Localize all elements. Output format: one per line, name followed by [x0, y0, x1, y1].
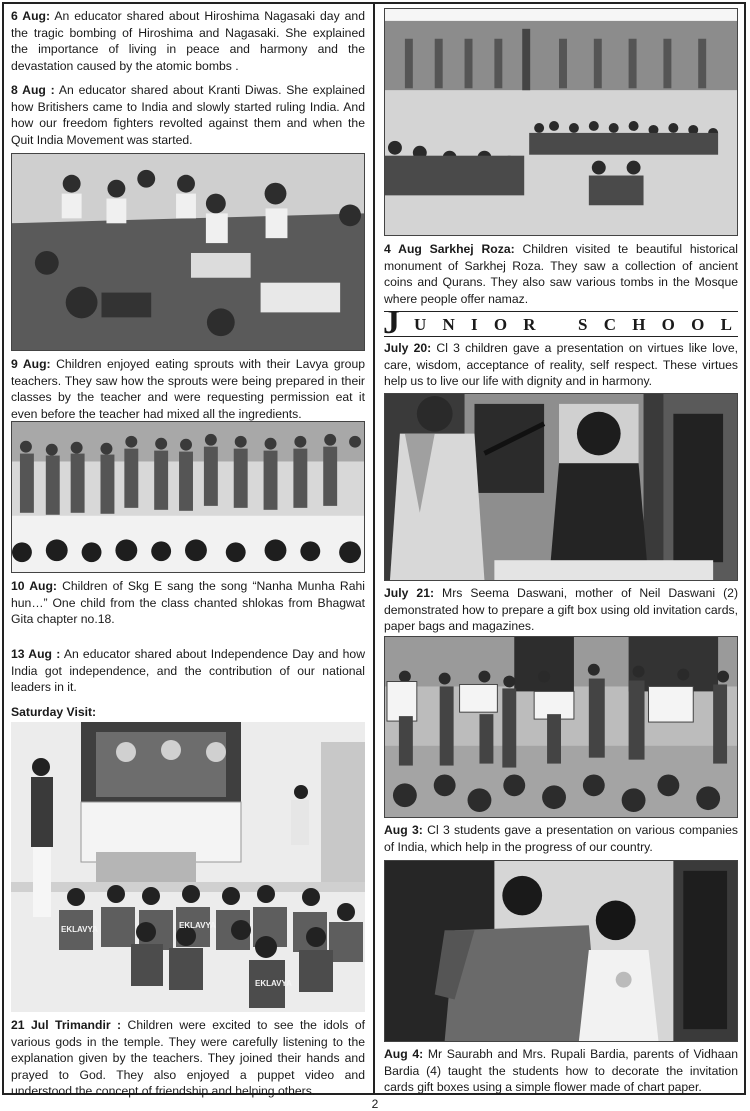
para-date: 8 Aug : [11, 83, 55, 97]
para-saturday-visit [11, 704, 365, 721]
para-date: 6 Aug: [11, 9, 51, 23]
para-text: Mrs Seema Daswani, mother of Neil Daswani (2) demonstrated how to prepare a gift box using old invitation cards, paper bags and magazines. [384, 586, 738, 634]
shirt-text: EKLAVYA [179, 921, 216, 930]
para-text: Children of Skg E sang the song “Nanha Munha Rahi hun…” One child from the class chanted shlokas from Bhagwat Gita chapter no.18. [11, 579, 365, 627]
shirt-text: EKLAVYA [61, 925, 98, 934]
para-text: Mr Saurabh and Mrs. Rupali Bardia, parents of Vidhaan Bardia (4) taught the students how to decorate the invitation cards gift boxes using a simple flower made of chart paper. [384, 1047, 738, 1095]
para-date: 9 Aug: [11, 357, 51, 371]
heading-letter: O [493, 315, 508, 334]
para-date: Aug 4: [384, 1047, 424, 1061]
para-july20 [384, 340, 738, 390]
heading-letter: N [442, 315, 455, 334]
heading-initial: J [383, 304, 400, 341]
para-date: 4 Aug Sarkhej Roza: [384, 242, 515, 256]
heading-letter: R [523, 315, 536, 334]
para-8aug [11, 82, 365, 148]
photo-trimandir-temple [11, 722, 365, 1012]
heading-letter: U [414, 315, 427, 334]
para-21jul [11, 1017, 365, 1100]
page-number: 2 [371, 1097, 379, 1111]
para-date: Aug 3: [384, 823, 423, 837]
photo-gift-box-demo [384, 393, 738, 581]
photo-parents-activity [384, 860, 738, 1042]
para-date: 13 Aug : [11, 647, 61, 661]
para-10aug [11, 578, 365, 628]
para-date: 10 Aug: [11, 579, 57, 593]
para-text: Children enjoyed eating sprouts with their Lavya group teachers. They saw how the sprouts were being prepared in their classes by the teacher and were requesting permission eat it even before the teacher had mixed all the ingredients. [11, 357, 365, 421]
para-text: An educator shared about Kranti Diwas. She explained how Britishers came to India and slowly started ruling India. And how our freedom fighters revolted against them and when the Quit India Movement was started. [11, 83, 365, 147]
junior-school-heading [383, 304, 738, 341]
para-text: Children were excited to see the idols of various gods in the temple. They were carefully listening to the explanation given by the teachers. They joined their hands and prayed to God. They also enjoyed a puppet video and understood the concept of friendship and helping others. [11, 1018, 365, 1099]
para-date: July 20: [384, 341, 432, 355]
heading-letters [414, 315, 732, 335]
para-text: An educator shared about Hiroshima Nagasaki day and the tragic bombing of Hiroshima and Nagasaki. She explained the importance of living in peace and harmony and the devastation caused by the atomic bombs . [11, 9, 365, 73]
photo-classroom-sprouts [11, 153, 365, 351]
heading-letter: I [471, 315, 478, 334]
para-july21 [384, 585, 738, 635]
heading-gap [552, 315, 562, 335]
heading-letter: H [632, 315, 646, 334]
para-text: Cl 3 students gave a presentation on various companies of India, which help in the progress of our country. [384, 823, 738, 854]
column-divider [373, 2, 375, 1095]
para-date: Saturday Visit: [11, 705, 97, 719]
para-6aug [11, 8, 365, 74]
para-date: 21 Jul Trimandir : [11, 1018, 122, 1032]
photo-sarkhej-roza [384, 8, 738, 236]
para-sarkhej-roza [384, 241, 738, 307]
para-text: Cl 3 children gave a presentation on virtues like love, care, wisdom, acceptance of reality, self respect. These virtues help us to live our life with dignity and in harmony. [384, 341, 738, 389]
para-9aug [11, 356, 365, 422]
photo-children-singing [11, 421, 365, 573]
para-text: An educator shared about Independence Day and how India got independence, and the contribution of our national leaders in it. [11, 647, 365, 695]
para-date: July 21: [384, 586, 435, 600]
heading-letter: S [578, 315, 588, 334]
heading-letter: O [691, 315, 705, 334]
para-aug3 [384, 822, 738, 855]
heading-letter: L [720, 315, 732, 334]
para-13aug [11, 646, 365, 696]
heading-letter: C [603, 315, 616, 334]
shirt-text: EKLAVYA [255, 979, 292, 988]
heading-letter: O [661, 315, 675, 334]
para-aug4 [384, 1046, 738, 1096]
para-text: Children visited te beautiful historical monument of Sarkhej Roza. They saw a collection of ancient coins and Qurans. They also saw various tombs in the Mosque where people offer namaz. [384, 242, 738, 306]
photo-companies-presentation [384, 636, 738, 818]
